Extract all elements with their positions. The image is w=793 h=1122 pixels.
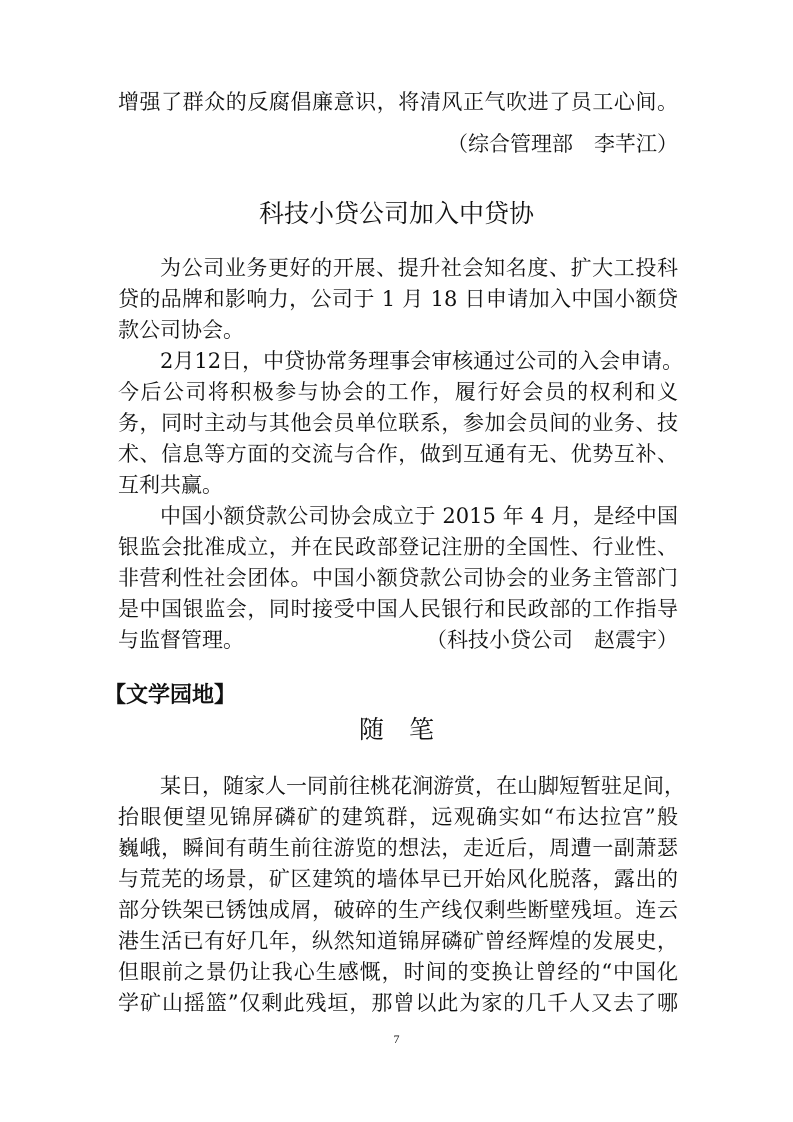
text-line: 某日，随家人一同前往桃花涧游赏，在山脚短暂驻足间， xyxy=(160,774,685,798)
column-heading: 【文学园地】 xyxy=(104,683,237,708)
text-line: 非营利性社会团体。中国小额贷款公司协会的业务主管部门 xyxy=(118,566,678,590)
text-line: 贷的品牌和影响力，公司于 1 月 18 日申请加入中国小额贷 xyxy=(118,287,678,311)
text-line: 港生活已有好几年，纵然知道锦屏磷矿曾经辉煌的发展史， xyxy=(118,929,678,953)
text-line: 2月12日，中贷协常务理事会审核通过公司的入会申请。 xyxy=(160,349,684,373)
text-line: 银监会批准成立，并在民政部登记注册的全国性、行业性、 xyxy=(118,535,678,559)
text-line: 款公司协会。 xyxy=(118,318,244,342)
text-line: 为公司业务更好的开展、提升社会知名度、扩大工投科 xyxy=(160,256,678,280)
article-title: 科技小贷公司加入中贷协 xyxy=(258,199,534,228)
byline: （综合管理部 李芊江） xyxy=(447,132,678,156)
text-line: 务，同时主动与其他会员单位联系，参加会员间的业务、技 xyxy=(118,411,678,435)
page-number: 7 xyxy=(393,1032,400,1046)
text-line: 增强了群众的反腐倡廉意识，将清风正气吹进了员工心间。 xyxy=(118,90,678,114)
byline: （科技小贷公司 赵震宇） xyxy=(426,628,678,652)
text-line: 今后公司将积极参与协会的工作，履行好会员的权利和义 xyxy=(118,380,678,404)
text-line: 术、信息等方面的交流与合作，做到互通有无、优势互补、 xyxy=(118,442,678,466)
text-line: 但眼前之景仍让我心生感慨，时间的变换让曾经的“中国化 xyxy=(118,960,678,984)
text-line: 中国小额贷款公司协会成立于 2015 年 4 月，是经中国 xyxy=(160,504,678,528)
text-line: 抬眼便望见锦屏磷矿的建筑群，远观确实如“布达拉宫”般 xyxy=(118,805,678,829)
text-line: 巍峨，瞬间有萌生前往游览的想法，走近后，周遭一副萧瑟 xyxy=(118,836,678,860)
text-line: 与荒芜的场景，矿区建筑的墙体早已开始风化脱落，露出的 xyxy=(118,867,678,891)
text-line: 部分铁架已锈蚀成屑，破碎的生产线仅剩些断壁残垣。连云 xyxy=(118,898,678,922)
text-line: 互利共赢。 xyxy=(118,473,223,497)
article-title: 随 笔 xyxy=(358,715,434,744)
text-line: 是中国银监会，同时接受中国人民银行和民政部的工作指导 xyxy=(118,597,678,621)
text-line: 学矿山摇篮”仅剩此残垣，那曾以此为家的几千人又去了哪 xyxy=(118,991,678,1015)
text-line: 与监督管理。 xyxy=(118,628,244,652)
